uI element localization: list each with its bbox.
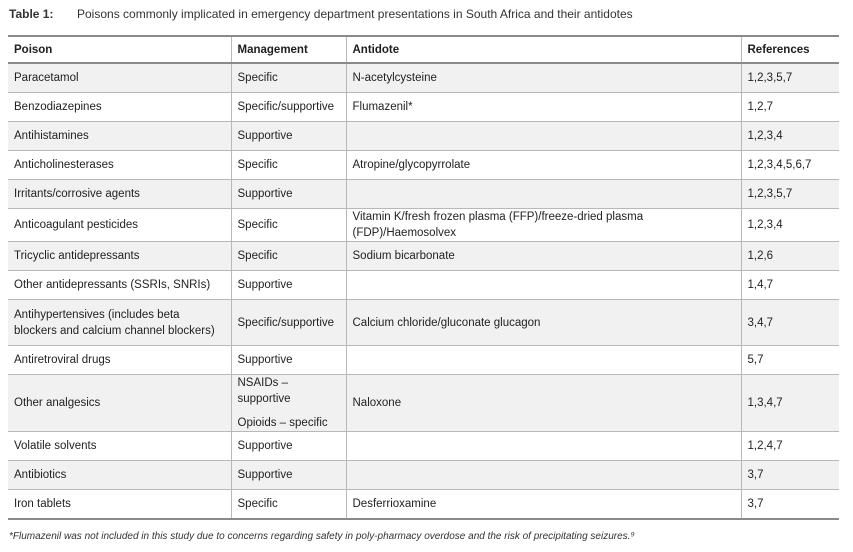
cell-management-nsaids: NSAIDs – supportive: [237, 377, 291, 405]
cell-references: 1,3,4,7: [741, 375, 839, 432]
cell-references: 1,2,4,7: [741, 432, 839, 461]
header-references: References: [741, 36, 839, 63]
header-poison: Poison: [8, 36, 231, 63]
cell-management: Specific: [231, 63, 346, 93]
table-row: [8, 151, 839, 180]
cell-antidote: [346, 461, 741, 490]
cell-poison: Tricyclic antidepressants: [8, 242, 231, 271]
cell-references: 1,2,3,4: [741, 122, 839, 151]
cell-antidote: [346, 180, 741, 209]
cell-references: 1,2,7: [741, 93, 839, 122]
table-header-row: [8, 36, 839, 63]
cell-references: 3,4,7: [741, 300, 839, 346]
cell-antidote: [346, 122, 741, 151]
cell-references: 1,2,3,5,7: [741, 63, 839, 93]
table-row: [8, 300, 839, 346]
cell-poison: Antihistamines: [8, 122, 231, 151]
cell-management: Supportive: [231, 180, 346, 209]
cell-management: Specific: [231, 242, 346, 271]
cell-references: 1,2,3,4: [741, 209, 839, 242]
table-row: [8, 461, 839, 490]
cell-management: Supportive: [231, 461, 346, 490]
cell-antidote: Calcium chloride/gluconate glucagon: [346, 300, 741, 346]
header-management: Management: [231, 36, 346, 63]
cell-poison: Antiretroviral drugs: [8, 346, 231, 375]
table-row: [8, 271, 839, 300]
table-row: [8, 63, 839, 93]
cell-management-opioids: Opioids – specific: [237, 417, 328, 429]
cell-references: 3,7: [741, 490, 839, 520]
poisons-table: [8, 35, 839, 520]
cell-antidote: [346, 346, 741, 375]
cell-poison: Paracetamol: [8, 63, 231, 93]
cell-antidote: [346, 432, 741, 461]
cell-management: [231, 375, 346, 432]
table-caption-label: Table 1:: [9, 7, 54, 21]
cell-antidote: [346, 271, 741, 300]
cell-poison: Other antidepressants (SSRIs, SNRIs): [8, 271, 231, 300]
cell-antidote: Flumazenil*: [346, 93, 741, 122]
cell-references: 1,2,3,5,7: [741, 180, 839, 209]
cell-management: Supportive: [231, 122, 346, 151]
cell-poison: Other analgesics: [8, 375, 231, 432]
cell-poison: Anticholinesterases: [8, 151, 231, 180]
table-row: [8, 432, 839, 461]
table-caption: [9, 7, 633, 21]
cell-references: 1,2,3,4,5,6,7: [741, 151, 839, 180]
cell-antidote: Naloxone: [346, 375, 741, 432]
cell-management: Specific: [231, 151, 346, 180]
cell-management: Supportive: [231, 432, 346, 461]
cell-references: 1,2,6: [741, 242, 839, 271]
cell-references: 1,4,7: [741, 271, 839, 300]
cell-references: 3,7: [741, 461, 839, 490]
table-row: [8, 209, 839, 242]
cell-poison: Iron tablets: [8, 490, 231, 520]
cell-antidote: Desferrioxamine: [346, 490, 741, 520]
table-row: [8, 93, 839, 122]
header-antidote: Antidote: [346, 36, 741, 63]
table-row: [8, 180, 839, 209]
cell-antidote: Vitamin K/fresh frozen plasma (FFP)/freeze-dried plasma (FDP)/Haemosolvex: [346, 209, 741, 242]
table-footnote: *Flumazenil was not included in this study due to concerns regarding safety in poly-pharmacy overdose and the risk of precipitating seizures.⁹: [9, 531, 635, 542]
cell-antidote: N-acetylcysteine: [346, 63, 741, 93]
table-row: [8, 346, 839, 375]
cell-management: Supportive: [231, 271, 346, 300]
cell-poison: Irritants/corrosive agents: [8, 180, 231, 209]
cell-poison: Antibiotics: [8, 461, 231, 490]
cell-poison: Benzodiazepines: [8, 93, 231, 122]
cell-antidote: Atropine/glycopyrrolate: [346, 151, 741, 180]
table-row: [8, 122, 839, 151]
table-row: [8, 490, 839, 520]
cell-management: Specific/supportive: [231, 300, 346, 346]
cell-antidote: Sodium bicarbonate: [346, 242, 741, 271]
table-row: [8, 375, 839, 432]
cell-management: Specific/supportive: [231, 93, 346, 122]
cell-poison: Antihypertensives (includes beta blockers and calcium channel blockers): [8, 300, 231, 346]
table-row: [8, 242, 839, 271]
table-caption-title: Poisons commonly implicated in emergency department presentations in South Africa and their antidotes: [77, 7, 633, 21]
cell-management: Specific: [231, 209, 346, 242]
cell-management: Supportive: [231, 346, 346, 375]
cell-poison: Volatile solvents: [8, 432, 231, 461]
cell-poison: Anticoagulant pesticides: [8, 209, 231, 242]
cell-management: Specific: [231, 490, 346, 520]
cell-references: 5,7: [741, 346, 839, 375]
